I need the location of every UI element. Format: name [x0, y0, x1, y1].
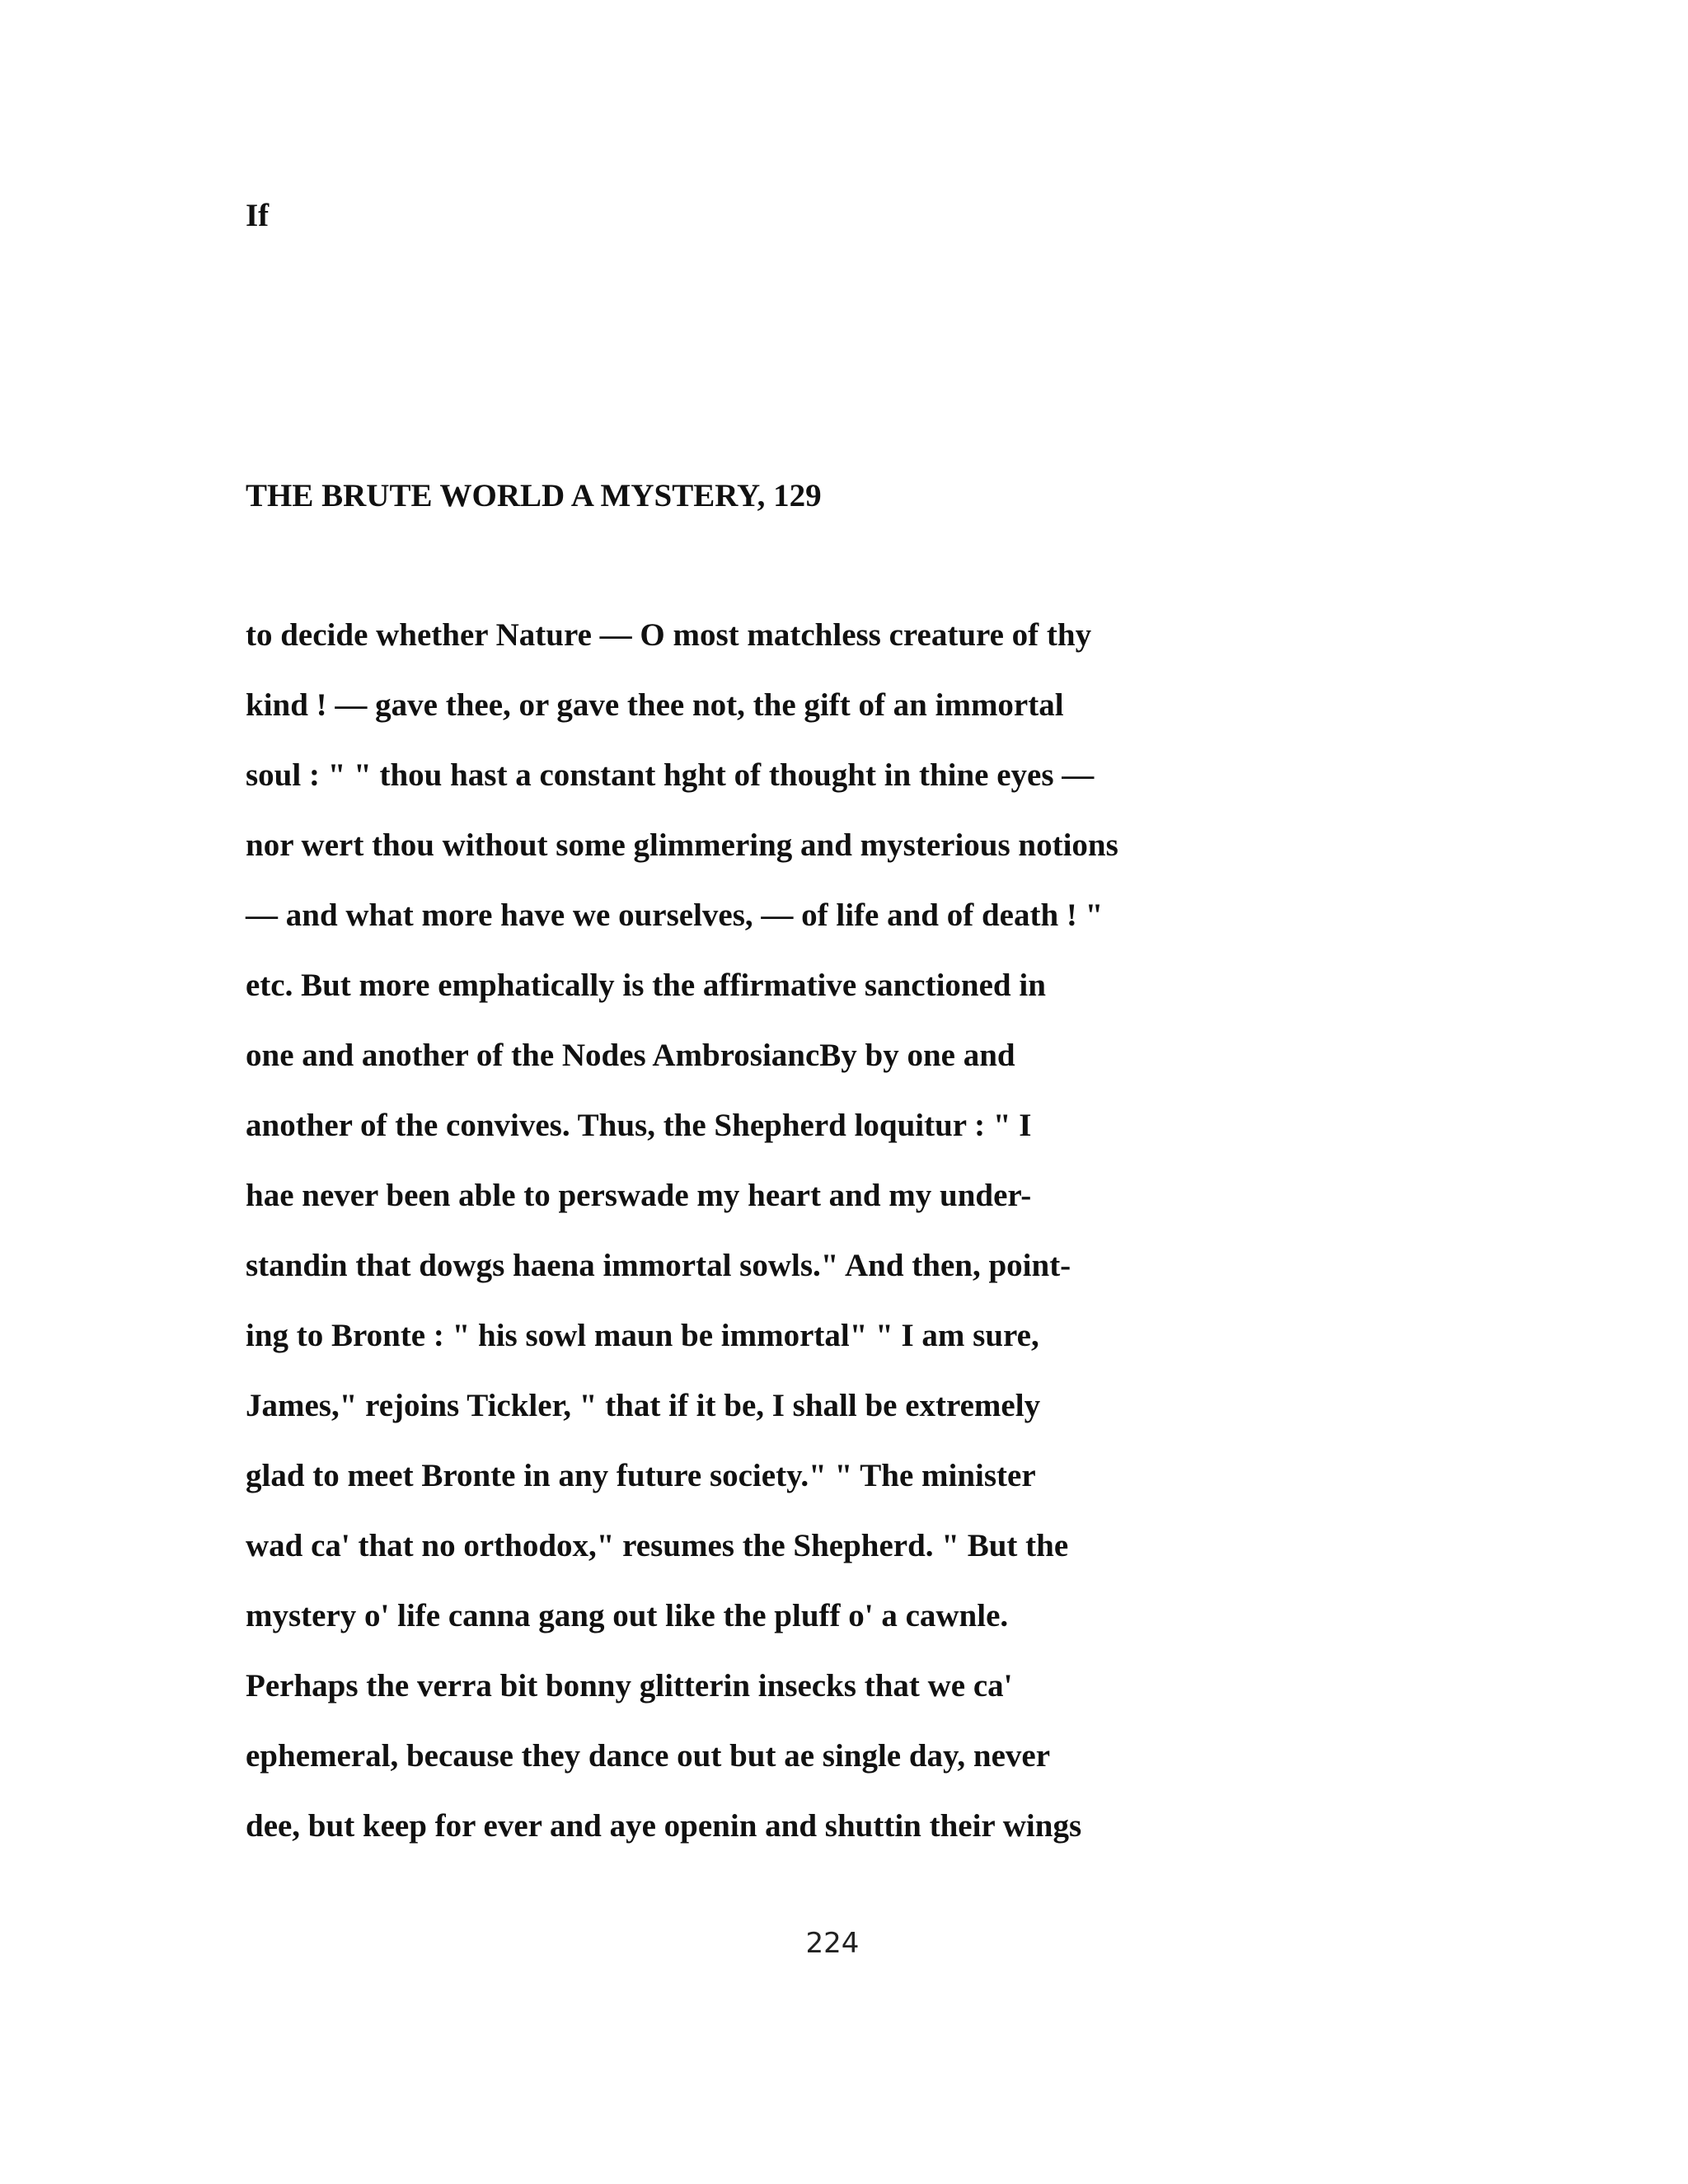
body-line: kind ! — gave thee, or gave thee not, the gift of an immortal	[246, 687, 1064, 723]
body-line: etc. But more emphatically is the affirmative sanctioned in	[246, 968, 1046, 1003]
body-line: ing to Bronte : " his sowl maun be immortal" " I am sure,	[246, 1318, 1039, 1353]
body-line: hae never been able to perswade my heart and my under-	[246, 1178, 1032, 1213]
body-line: standin that dowgs haena immortal sowls." And then, point-	[246, 1248, 1071, 1283]
body-line: James," rejoins Tickler, " that if it be, I shall be extremely	[246, 1388, 1041, 1423]
body-line: wad ca' that no orthodox," resumes the Shepherd. " But the	[246, 1528, 1069, 1563]
body-line: to decide whether Nature — O most matchless creature of thy	[246, 617, 1092, 653]
body-line: another of the convives. Thus, the Shepherd loquitur : " I	[246, 1108, 1032, 1143]
running-head: THE BRUTE WORLD A MYSTERY, 129	[246, 478, 822, 513]
body-line: Perhaps the verra bit bonny glitterin insecks that we ca'	[246, 1668, 1013, 1704]
body-line: glad to meet Bronte in any future society." " The minister	[246, 1458, 1036, 1493]
fragment-text: If	[246, 198, 270, 233]
body-line: soul : " " thou hast a constant hght of thought in thine eyes —	[246, 757, 1095, 793]
body-line: — and what more have we ourselves, — of life and of death ! "	[246, 898, 1104, 933]
body-line: mystery o' life canna gang out like the pluff o' a cawnle.	[246, 1598, 1009, 1633]
body-line: one and another of the Nodes AmbrosiancBy by one and	[246, 1038, 1015, 1073]
page-number: 224	[805, 1927, 860, 1960]
body-line: nor wert thou without some glimmering and mysterious notions	[246, 827, 1118, 863]
body-line: ephemeral, because they dance out but ae single day, never	[246, 1738, 1051, 1774]
body-line: dee, but keep for ever and aye openin and shuttin their wings	[246, 1808, 1082, 1844]
